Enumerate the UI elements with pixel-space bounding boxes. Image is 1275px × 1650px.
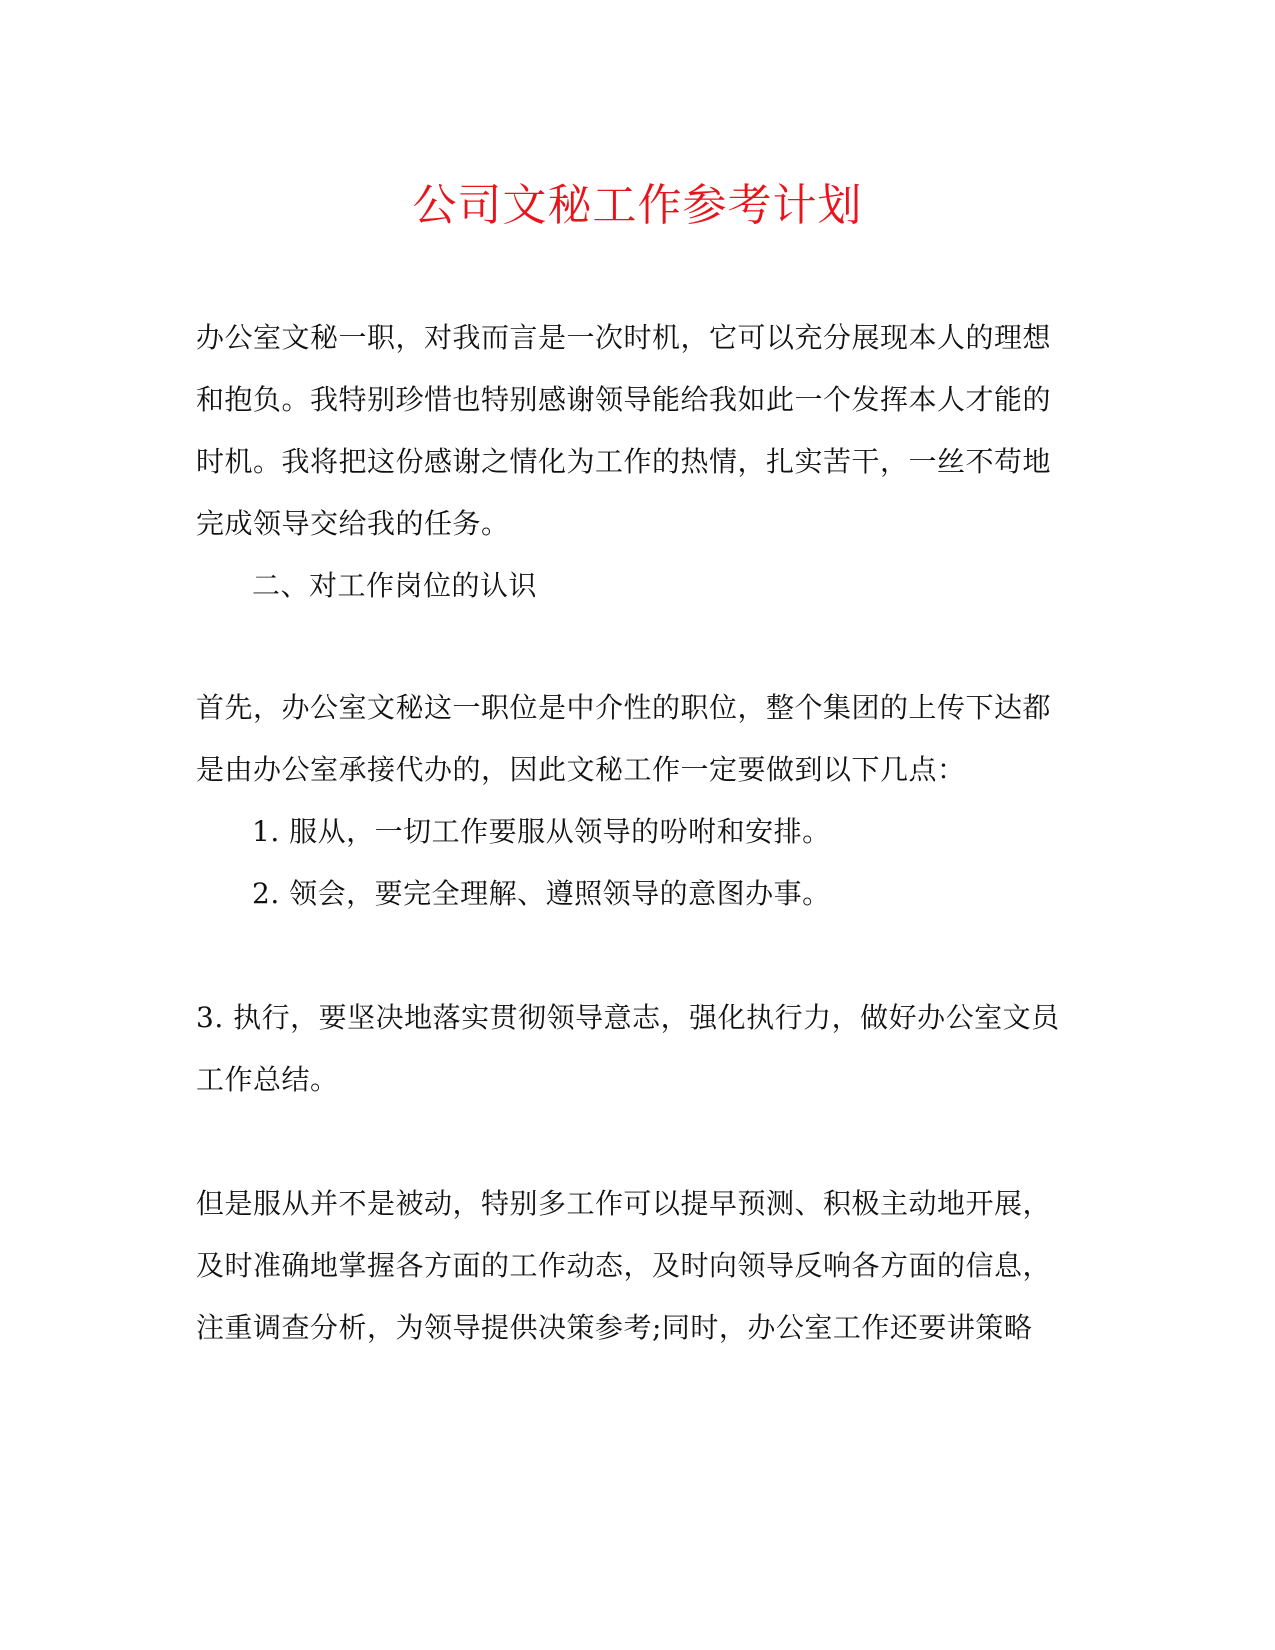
- paragraph-line: 注重调查分析，为领导提供决策参考;同时，办公室工作还要讲策略: [196, 1311, 1033, 1344]
- paragraph-line: 工作总结。: [196, 1063, 339, 1096]
- list-item: 1. 服从，一切工作要服从领导的吩咐和安排。: [252, 815, 831, 848]
- paragraph-line: 首先，办公室文秘这一职位是中介性的职位，整个集团的上传下达都: [196, 691, 1052, 724]
- paragraph-line: 但是服从并不是被动，特别多工作可以提早预测、积极主动地开展，: [196, 1187, 1052, 1220]
- paragraph-line: 及时准确地掌握各方面的工作动态，及时向领导反响各方面的信息，: [196, 1249, 1052, 1282]
- paragraph-line: 是由办公室承接代办的，因此文秘工作一定要做到以下几点：: [196, 753, 966, 786]
- paragraph-line: 办公室文秘一职，对我而言是一次时机，它可以充分展现本人的理想: [196, 321, 1052, 354]
- list-item: 3. 执行，要坚决地落实贯彻领导意志，强化执行力，做好办公室文员: [196, 1001, 1060, 1034]
- list-item: 2. 领会，要完全理解、遵照领导的意图办事。: [252, 877, 831, 910]
- paragraph-line: 完成领导交给我的任务。: [196, 507, 510, 540]
- section-heading: 二、对工作岗位的认识: [252, 569, 538, 602]
- document-title: 公司文秘工作参考计划: [412, 180, 863, 231]
- paragraph-line: 时机。我将把这份感谢之情化为工作的热情，扎实苦干，一丝不苟地: [196, 445, 1052, 478]
- paragraph-line: 和抱负。我特别珍惜也特别感谢领导能给我如此一个发挥本人才能的: [196, 383, 1052, 416]
